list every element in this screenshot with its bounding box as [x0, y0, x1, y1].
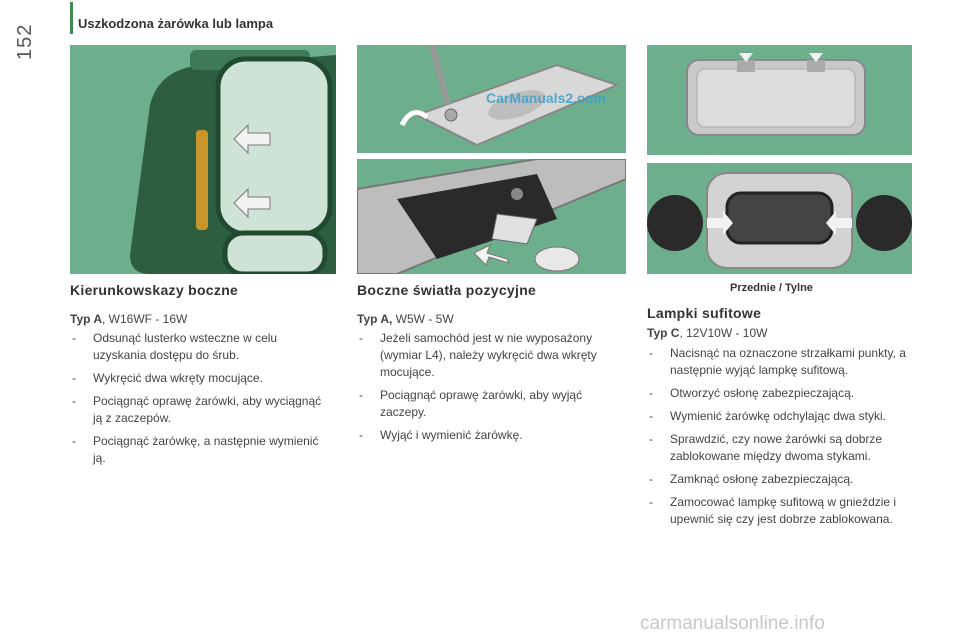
list-item: - Pociągnąć oprawę żarówki, aby wyjąć zaczepy. [357, 387, 629, 421]
type-value: , W16WF - 16W [102, 312, 188, 326]
ceiling-lamp-illustration [647, 45, 912, 155]
list-item: - Wyjąć i wymienić żarówkę. [357, 427, 629, 444]
list-item: - Nacisnąć na oznaczone strzałkami punkty, a następnie wyjąć lampkę sufitową. [647, 345, 919, 379]
list-item: - Sprawdzić, czy nowe żarówki są dobrze zablokowane między dwoma stykami. [647, 431, 919, 465]
list-item: - Wykręcić dwa wkręty mocujące. [70, 370, 330, 387]
list-item: - Jeżeli samochód jest w nie wyposażony (wymiar L4), należy wykręcić dwa wkręty mocujące. [357, 330, 629, 381]
turn-signal-title: Kierunkowskazy boczne [70, 282, 239, 298]
side-position-lights-title: Boczne światła pozycyjne [357, 282, 537, 298]
turn-signal-type [70, 312, 187, 326]
list-item: - Zamknąć osłonę zabezpieczającą. [647, 471, 919, 488]
ceiling-lamps-title: Lampki sufitowe [647, 305, 762, 321]
header-accent-bar [70, 2, 73, 34]
ceiling-lamps-type [647, 326, 767, 340]
turn-signal-steps [70, 330, 330, 473]
list-item: - Wymienić żarówkę odchylając dwa styki. [647, 408, 919, 425]
list-item: - Pociągnąć oprawę żarówki, aby wyciągnąć ją z zaczepów. [70, 393, 330, 427]
side-position-lights-type [357, 312, 454, 326]
type-label: Typ A, [357, 312, 393, 326]
ceiling-lamps-steps [647, 345, 919, 534]
list-item: - Odsunąć lusterko wsteczne w celu uzyskania dostępu do śrub. [70, 330, 330, 364]
position-light-bulb-illustration [357, 159, 626, 274]
list-item: - Pociągnąć żarówkę, a następnie wymienić ją. [70, 433, 330, 467]
image-caption: Przednie / Tylne [730, 282, 813, 294]
mirror-illustration [70, 45, 336, 274]
page-number: 152 [14, 23, 36, 60]
type-value: , 12V10W - 10W [679, 326, 768, 340]
side-position-lights-steps [357, 330, 629, 450]
overlay-watermark: CarManuals2.com [486, 90, 606, 106]
list-item: - Otworzyć osłonę zabezpieczającą. [647, 385, 919, 402]
section-title: Uszkodzona żarówka lub lampa [78, 16, 274, 31]
type-label: Typ C [647, 326, 680, 340]
list-item: - Zamocować lampkę sufitową w gnieździe i upewnić się czy jest dobrze zablokowana. [647, 494, 919, 528]
ceiling-lamp-bulb-illustration [647, 163, 912, 274]
type-value: W5W - 5W [392, 312, 454, 326]
footer-watermark: carmanualsonline.info [640, 613, 825, 634]
type-label: Typ A [70, 312, 102, 326]
